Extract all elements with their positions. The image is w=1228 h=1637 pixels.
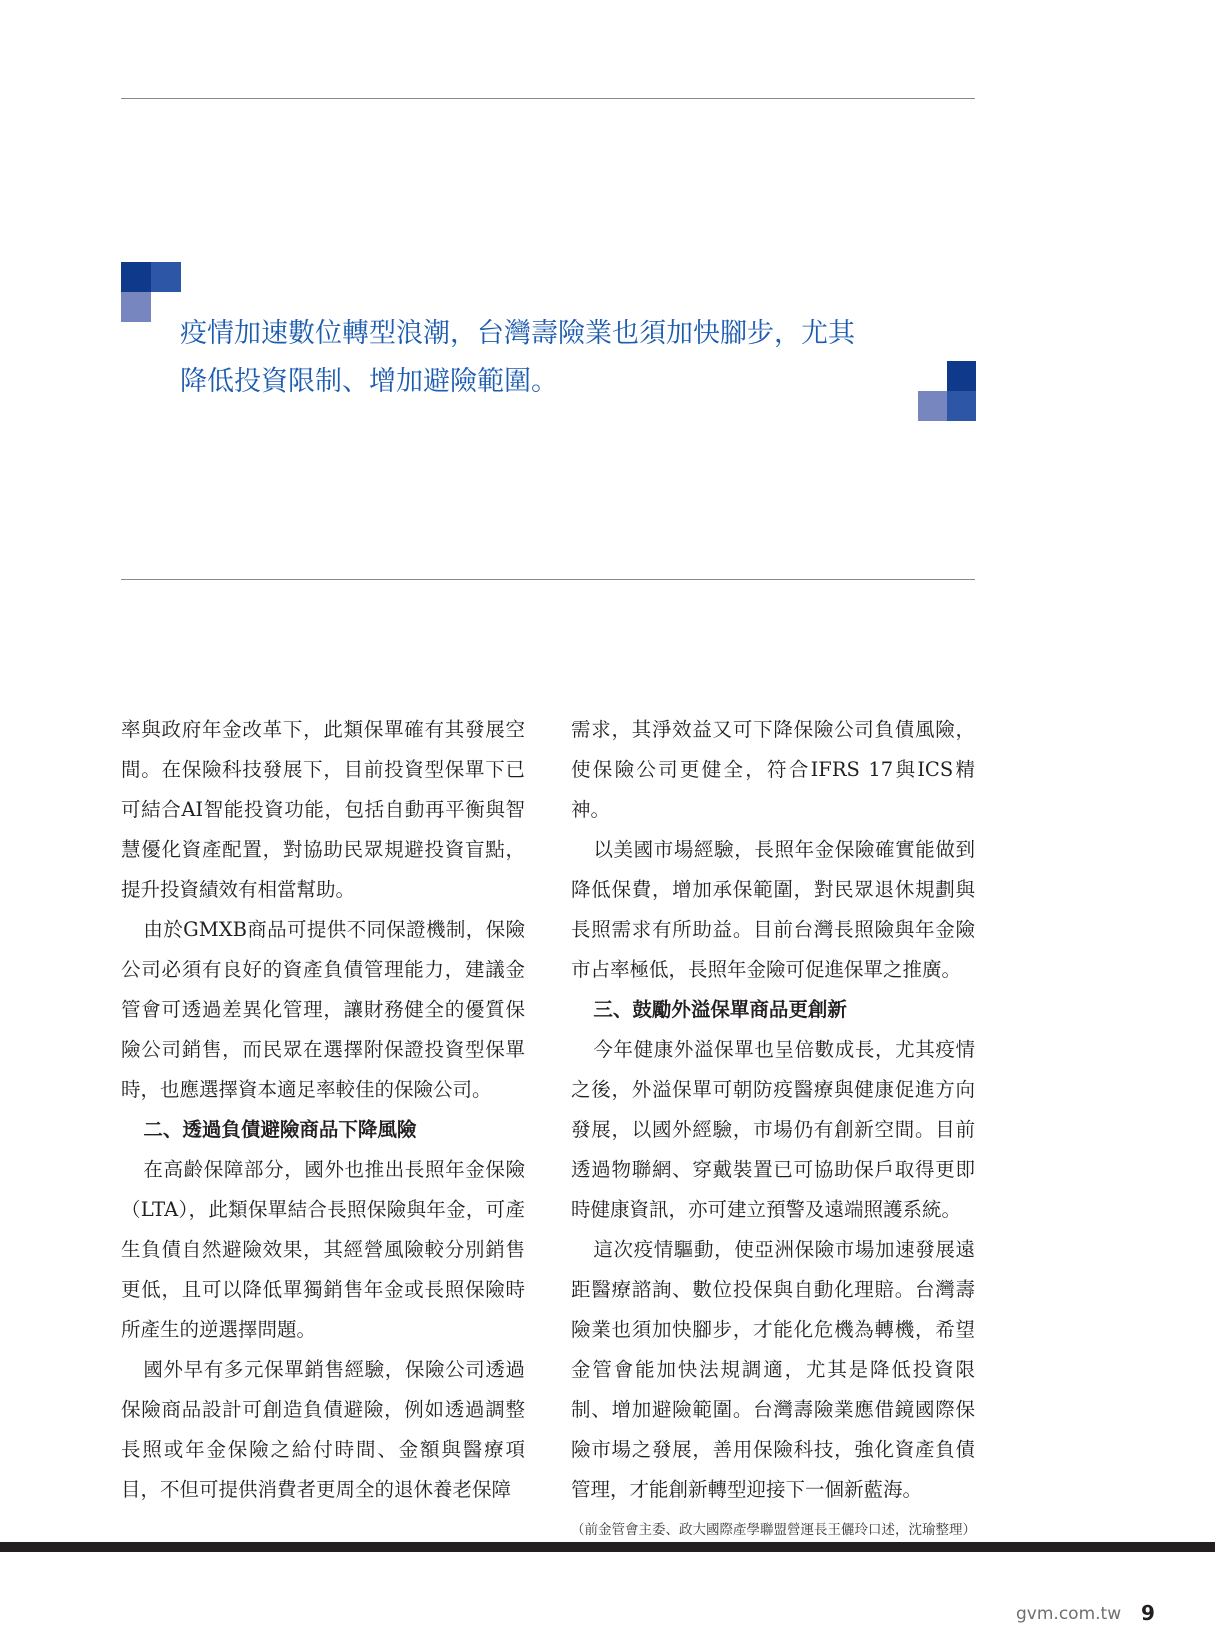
section-heading: 二、透過負債避險商品下降風險 [143, 1118, 417, 1141]
right-column [571, 710, 975, 1550]
section-heading: 三、鼓勵外溢保單商品更創新 [593, 998, 847, 1021]
ornament-square [918, 391, 947, 421]
paragraph: 今年健康外溢保單也呈倍數成長，尤其疫情之後，外溢保單可朝防疫醫療與健康促進方向發展，以國外經驗，市場仍有創新空間。目前透過物聯網、穿戴裝置已可協助保戶取得更即時健康資訊，亦可建立預警及遠端照護系統。 [571, 1038, 975, 1221]
footer-band [0, 1542, 1215, 1552]
pull-quote [180, 310, 940, 406]
ornament-square [121, 292, 151, 322]
paragraph: 以美國市場經驗，長照年金保險確實能做到降低保費，增加承保範圍，對民眾退休規劃與長照需求有所助益。目前台灣長照險與年金險市占率極低，長照年金險可促進保單之推廣。 [571, 838, 975, 981]
paragraph: 這次疫情驅動，使亞洲保險市場加速發展遠距醫療諮詢、數位投保與自動化理賠。台灣壽險業也須加快腳步，才能化危機為轉機，希望金管會能加快法規調適，尤其是降低投資限制、增加避險範圍。台灣壽險業應借鏡國際保險市場之發展，善用保險科技，強化資產負債管理，才能創新轉型迎接下一個新藍海。 [571, 1238, 975, 1501]
author-credit: （前金管會主委、政大國際產學聯盟營運長王儷玲口述，沈瑜整理） [571, 1522, 976, 1538]
ornament-square [947, 361, 976, 391]
top-rule [121, 98, 975, 99]
left-column [121, 710, 525, 1510]
pull-quote-line: 降低投資限制、增加避險範圍。 [180, 366, 558, 397]
ornament-square [947, 391, 976, 421]
divider-rule [121, 579, 975, 580]
page-number: 9 [1141, 1601, 1155, 1625]
paragraph: 需求，其淨效益又可下降保險公司負債風險，使保險公司更健全，符合IFRS 17與ICS精神。 [571, 718, 975, 821]
ornament-square [121, 262, 151, 292]
paragraph: 由於GMXB商品可提供不同保證機制，保險公司必須有良好的資產負債管理能力，建議金管會可透過差異化管理，讓財務健全的優質保險公司銷售，而民眾在選擇附保證投資型保單時，也應選擇資本適足率較佳的保險公司。 [121, 918, 525, 1101]
paragraph: 國外早有多元保單銷售經驗，保險公司透過保險商品設計可創造負債避險，例如透過調整長照或年金保險之給付時間、金額與醫療項目，不但可提供消費者更周全的退休養老保障 [121, 1358, 525, 1501]
paragraph: 在高齡保障部分，國外也推出長照年金保險（LTA），此類保單結合長照保險與年金，可產生負債自然避險效果，其經營風險較分別銷售更低，且可以降低單獨銷售年金或長照保險時所產生的逆選擇問題。 [121, 1158, 525, 1341]
site-url: gvm.com.tw [1016, 1604, 1122, 1624]
ornament-square [151, 262, 181, 292]
paragraph: 率與政府年金改革下，此類保單確有其發展空間。在保險科技發展下，目前投資型保單下已可結合AI智能投資功能，包括自動再平衡與智慧優化資產配置，對協助民眾規避投資盲點，提升投資績效有相當幫助。 [121, 718, 525, 901]
pull-quote-line: 疫情加速數位轉型浪潮，台灣壽險業也須加快腳步，尤其 [180, 318, 855, 349]
